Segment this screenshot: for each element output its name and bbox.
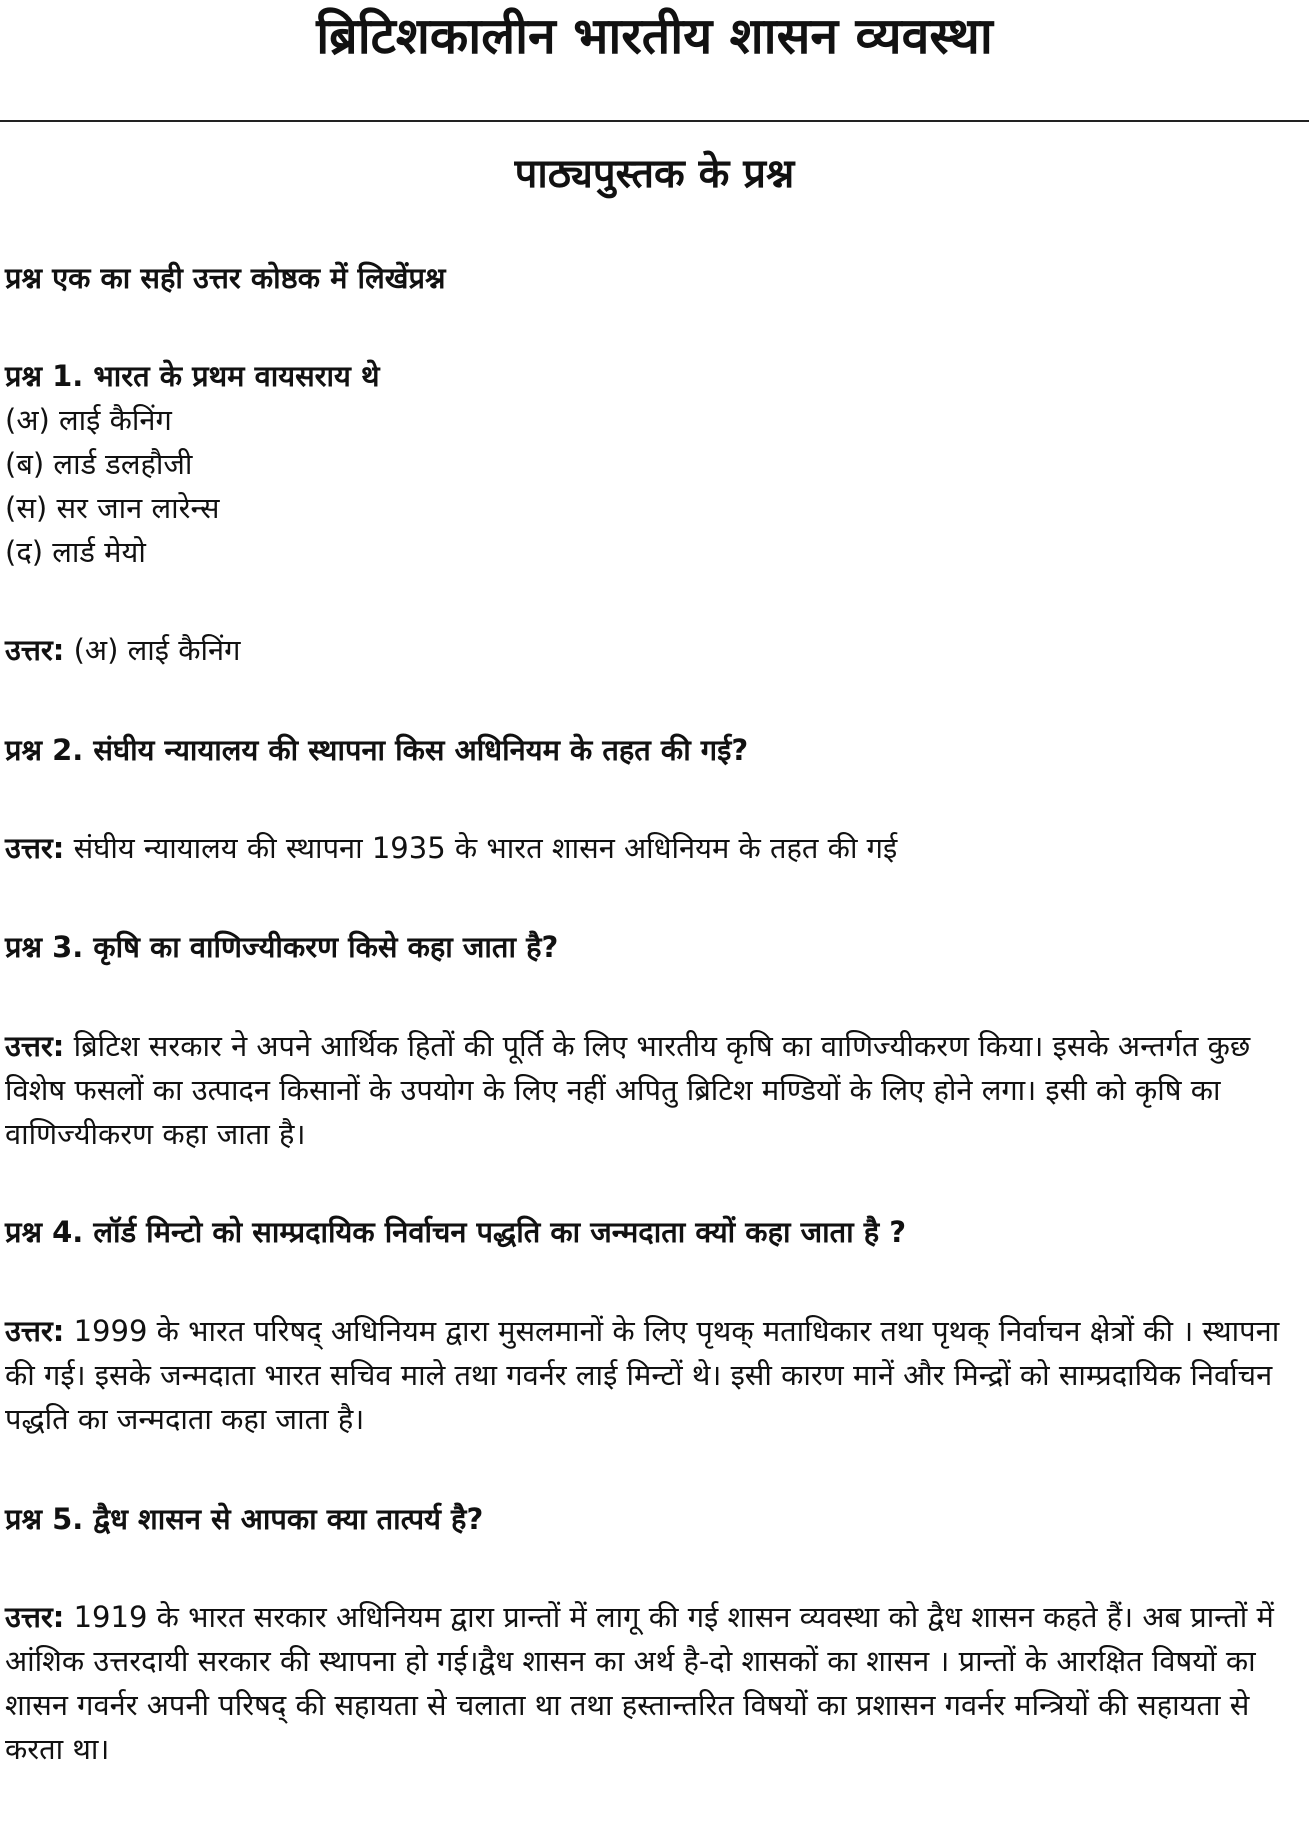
answer-label: उत्तर: [5,1029,65,1063]
question-1-option-d: (द) लार्ड मेयो [5,535,146,569]
answer-4-text: 1999 के भारत परिषद् अधिनियम द्वारा मुसलमानों के लिए पृथक् मताधिकार तथा पृथक् निर्वाचन क्षेत्रों की । स्थापना की गई। इसके जन्मदाता भारत सचिव माले तथा गवर्नर लाई मिन्टों थे। इसी कारण मानें और मिन्द्रों को साम्प्रदायिक निर्वाचन पद्धति का जन्मदाता कहा जाता है। [5,1314,1280,1436]
answer-2 [5,826,1295,870]
page-title: ब्रिटिशकालीन भारतीय शासन व्यवस्था [316,7,993,65]
answer-label: उत्तर: [5,1600,65,1634]
question-1-option-c: (स) सर जान लारेन्स [5,491,220,525]
answer-3 [5,1024,1295,1156]
question-5-text: प्रश्न 5. द्वैध शासन से आपका क्या तात्पर्य है? [5,1502,484,1536]
question-1-text: प्रश्न 1. भारत के प्रथम वायसराय थे [5,359,380,393]
answer-2-text: संघीय न्यायालय की स्थापना 1935 के भारत शासन अधिनियम के तहत की गई [73,831,898,865]
question-1-option-b: (ब) लार्ड डलहौजी [5,447,193,481]
instructions-heading: प्रश्न एक का सही उत्तर कोष्ठक में लिखेंप्रश्न [5,261,446,295]
section-subtitle: पाठ्यपुस्तक के प्रश्न [514,151,795,197]
title-divider [0,120,1309,122]
answer-3-text: ब्रिटिश सरकार ने अपने आर्थिक हितों की पूर्ति के लिए भारतीय कृषि का वाणिज्यीकरण किया। इसके अन्तर्गत कुछ विशेष फसलों का उत्पादन किसानों के उपयोग के लिए नहीं अपितु ब्रिटिश मण्डियों के लिए होने लगा। इसी को कृषि का वाणिज्यीकरण कहा जाता है। [5,1029,1251,1151]
answer-label: उत्तर: [5,831,65,865]
question-1-block [5,354,1295,574]
answer-5 [5,1595,1295,1771]
question-4-text: प्रश्न 4. लॉर्ड मिन्टो को साम्प्रदायिक निर्वाचन पद्धति का जन्मदाता क्यों कहा जाता है ? [5,1215,907,1249]
question-3-text: प्रश्न 3. कृषि का वाणिज्यीकरण किसे कहा जाता है? [5,930,559,964]
answer-1 [5,628,1295,672]
answer-1-text: (अ) लाई कैनिंग [73,633,241,667]
answer-label: उत्तर: [5,633,65,667]
question-1-option-a: (अ) लाई कैनिंग [5,403,172,437]
question-2-text: प्रश्न 2. संघीय न्यायालय की स्थापना किस अधिनियम के तहत की गई? [5,733,749,767]
answer-5-text: 1919 के भारत सरकार अधिनियम द्वारा प्रान्तों में लागू की गई शासन व्यवस्था को द्वैध शासन कहते हैं। अब प्रान्तों में आंशिक उत्तरदायी सरकार की स्थापना हो गई।द्वैध शासन का अर्थ है-दो शासकों का शासन । प्रान्तों के आरक्षित विषयों का शासन गवर्नर अपनी परिषद् की सहायता से चलाता था तथा हस्तान्तरित विषयों का प्रशासन गवर्नर मन्त्रियों की सहायता से करता था। [5,1600,1274,1766]
answer-label: उत्तर: [5,1314,65,1348]
answer-4 [5,1309,1295,1441]
